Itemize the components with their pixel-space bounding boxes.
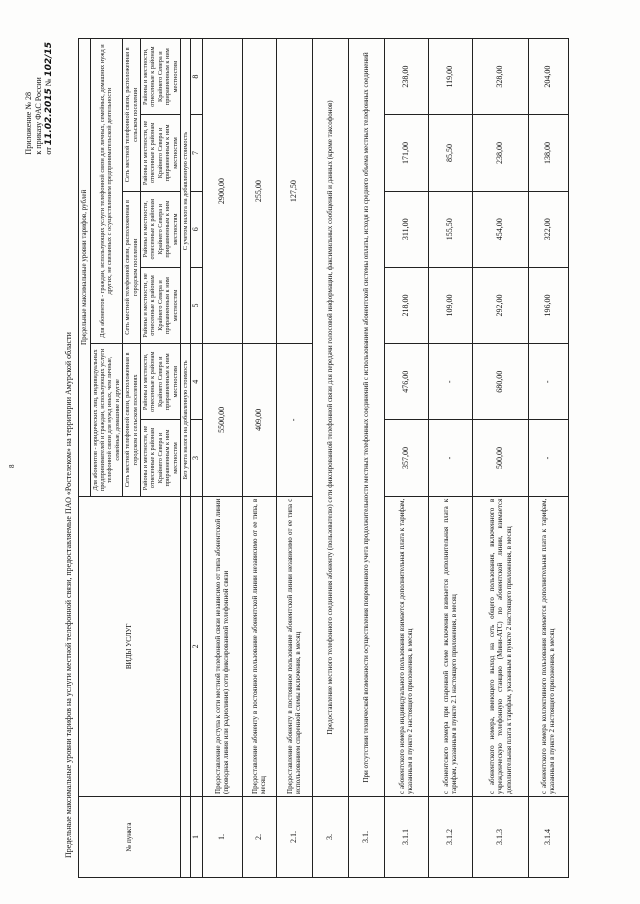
value-cell: 85,50 — [428, 115, 472, 191]
value-cell: 204,00 — [528, 39, 568, 115]
value-cell: 171,00 — [384, 115, 428, 191]
section-title: Предоставление местного телефонного соединения абоненту (пользователю) сети фиксированной телефонной связи для передачи голосовой информации, факсимильных сообщений и данных (кроме таксофонов) — [312, 39, 348, 797]
value-cell: 238,00 — [384, 39, 428, 115]
network-urban-rural-header: Сеть местной телефонной связи, расположенная в городском и сельском поселениях — [123, 344, 141, 497]
network-rural-header: Сеть местной телефонной связи, расположенная в сельском поселении — [123, 39, 141, 192]
col-index: 6 — [191, 191, 203, 267]
value-legal: 5500,00 — [202, 344, 242, 497]
row-service: с абонентского номера, имеющего выход на сеть общего пользования, включенного в учрежденческую телефонную станцию (Мини-АТС) по абонентской линии, взимается дополнительная плата к тарифам, указанным в пункте 2 настоящего приложения, в месяц — [472, 496, 528, 796]
col-index: 8 — [191, 39, 203, 115]
page-number: 8 — [8, 464, 16, 468]
value-cell: 292,00 — [472, 267, 528, 343]
value-cell: 196,00 — [528, 267, 568, 343]
col-index: 3 — [191, 420, 203, 496]
value-cell: 155,50 — [428, 191, 472, 267]
col-index: 4 — [191, 344, 203, 420]
annex-header — [24, 42, 54, 155]
tariff-group-header: Предельные максимальные уровни тарифов, рублей — [79, 39, 91, 497]
row-number: 3.1.2 — [428, 796, 472, 877]
row-service: Предоставление доступа к сети местной телефонной связи независимо от типа абонентской линии (проводная линия или радиолиния) сети фиксированной телефонной связи — [202, 496, 242, 796]
value-citizens: 2900,00 — [202, 39, 242, 344]
row-service: с абонентского номера при спаренной схеме включения взимается дополнительная плата к тарифам, указанным в пункте 2.1 настоящего приложения, в месяц — [428, 496, 472, 796]
value-citizens: 127,50 — [276, 39, 312, 344]
value-cell: 476,00 — [384, 344, 428, 420]
col-index: 2 — [191, 496, 203, 796]
value-cell: 311,00 — [384, 191, 428, 267]
value-citizens: 255,00 — [242, 39, 276, 344]
area-not-north-header-c: Районы и местности, не отнесенные к районам Крайнего Севера и приравненным к ним местностям — [140, 115, 180, 191]
handwritten-date: 11.02.2015 — [44, 88, 54, 146]
col-number-header: № пункта — [79, 796, 181, 877]
vat-excluded-header: Без учета налога на добавленную стоимость — [180, 344, 190, 497]
row-number: 2.1. — [276, 796, 312, 877]
value-legal: 409,00 — [242, 344, 276, 497]
row-number: 3.1. — [348, 796, 384, 877]
area-not-north-header-b: Районы и местности, не отнесенные к районам Крайнего Севера и приравненным к ним местностям — [140, 267, 180, 343]
value-cell: 119,00 — [428, 39, 472, 115]
row-service: с абонентского номера индивидуального пользования взимается дополнительная плата к тарифам, указанным в пункте 2 настоящего приложения, в месяц — [384, 496, 428, 796]
value-cell: 138,00 — [528, 115, 568, 191]
col-index: 1 — [191, 796, 203, 877]
network-urban-header: Сеть местной телефонной связи, расположенная в городском поселении — [123, 191, 141, 344]
row-service: Предоставление абоненту в постоянное пользование абонентской линии независимо от ее типа, в месяц — [242, 496, 276, 796]
value-cell: 357,00 — [384, 420, 428, 496]
annex-date: от 11.02.2015 № 102/15 — [44, 42, 54, 155]
tariff-table — [78, 38, 569, 878]
value-legal: - — [276, 344, 312, 497]
value-cell: 322,00 — [528, 191, 568, 267]
value-cell: 454,00 — [472, 191, 528, 267]
value-cell: - — [428, 420, 472, 496]
col-index: 5 — [191, 267, 203, 343]
row-number: 3.1.1 — [384, 796, 428, 877]
row-number: 3.1.3 — [472, 796, 528, 877]
value-cell: 218,00 — [384, 267, 428, 343]
value-cell: 238,00 — [472, 115, 528, 191]
row-number: 3. — [312, 796, 348, 877]
rotated-sheet — [8, 18, 618, 898]
citizens-header: Для абонентов - граждан, использующих услуги телефонной связи для личных, семейных, домашних нужд и других, не связанных с осуществлением предпринимательской деятельности — [90, 39, 123, 344]
annex-order: к приказу ФАС России — [34, 77, 43, 155]
row-number: 3.1.4 — [528, 796, 568, 877]
value-cell: 500,00 — [472, 420, 528, 496]
value-cell: 328,00 — [472, 39, 528, 115]
vat-included-header: С учетом налога на добавленную стоимость — [180, 39, 190, 344]
legal-entities-header: Для абонентов - юридических лиц, индивидуальных предпринимателей и граждан, использующих услуги телефонной связи для нужд иных, чем личные, семейные, домашние и другие — [90, 344, 123, 497]
row-number: 1. — [202, 796, 242, 877]
document-title: Предельные максимальные уровни тарифов на услуги местной телефонной связи, предоставляемые ПАО «Ростелеком» на территории Амурской области — [64, 332, 73, 858]
value-cell: - — [528, 420, 568, 496]
section-title: При отсутствии технической возможности осуществления повременного учета продолжительности местных телефонных соединений с использованием абонентской системы оплаты, исходя из среднего объема местных телефонных соединений — [348, 39, 384, 797]
col-services-header: ВИДЫ УСЛУГ — [79, 496, 181, 796]
row-service: Предоставление абоненту в постоянное пользование абонентской линии независимо от ее типа с использованием спаренной схемы включения, в месяц — [276, 496, 312, 796]
row-service: с абонентского номера коллективного пользования взимается дополнительная плата к тарифам, указанным в пункте 2 настоящего приложения, в месяц — [528, 496, 568, 796]
area-not-north-header-a: Районы и местности, не отнесенные к районам Крайнего Севера и приравненным к ним местностям — [140, 420, 180, 496]
area-north-header-b: Районы и местности, отнесенные к районам Крайнего Севера и приравненным к ним местностям — [140, 191, 180, 267]
area-north-header-c: Районы и местности, отнесенные к районам Крайнего Севера и приравненным к ним местностям — [140, 39, 180, 115]
col-index: 7 — [191, 115, 203, 191]
value-cell: - — [528, 344, 568, 420]
area-north-header-a: Районы и местности, отнесенные к районам Крайнего Севера и приравненным к ним местностям — [140, 344, 180, 420]
value-cell: 109,00 — [428, 267, 472, 343]
row-number: 2. — [242, 796, 276, 877]
value-cell: 680,00 — [472, 344, 528, 420]
value-cell: - — [428, 344, 472, 420]
handwritten-number: 102/15 — [44, 42, 54, 77]
annex-number: Приложение № 28 — [24, 92, 33, 155]
